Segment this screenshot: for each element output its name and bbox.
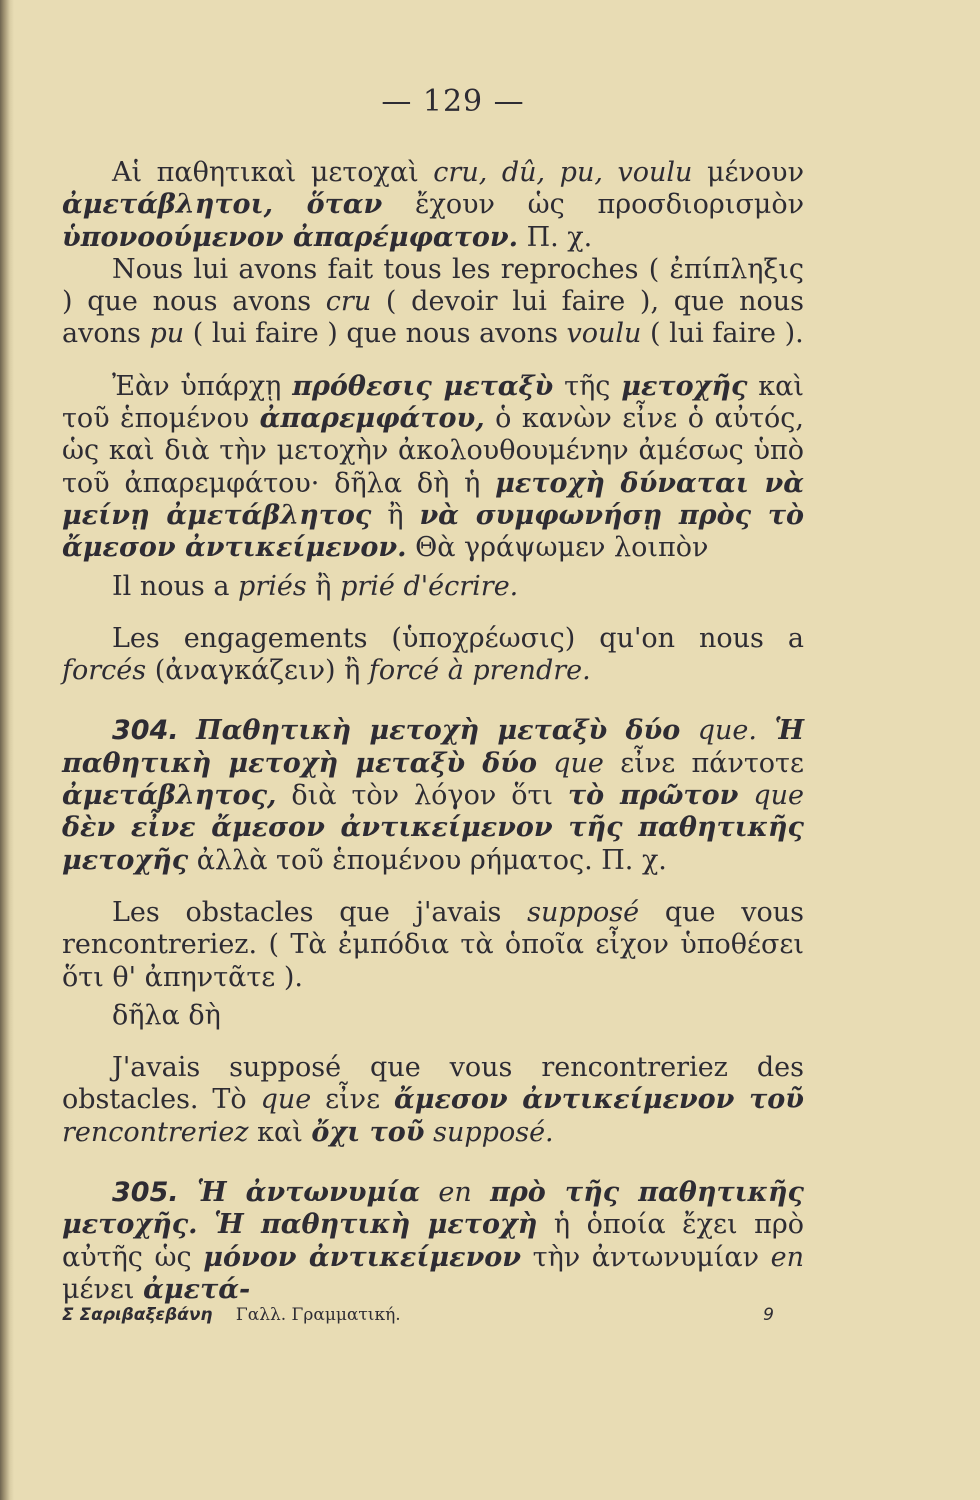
section-number: 305. [112,1177,179,1209]
example-les-obstacles [62,897,804,994]
french-word: en [438,1177,472,1209]
text: que vous rencontreriez. ( Τὰ ἐμπόδια τὰ ὁποῖα εἶχον ὑποθέσει ὅτι θ' ἀπηντᾶτε ). [62,896,804,993]
text: εἶνε [311,1084,394,1116]
text: ἀλλὰ τοῦ ἑπομένου ρήματος. Π. χ. [188,844,667,876]
french-word: rencontreriez [62,1116,249,1148]
emphasis: ἀμετάβλητος, [62,780,277,812]
example-les-engagements [62,623,804,688]
section-heading: πρὸ τῆς παθητικῆς μετοχῆς. [62,1177,804,1241]
emphasis: ἄμεσον ἀντικείμενον τοῦ [393,1084,804,1116]
section-number: 304. [112,715,179,747]
text: μένουν [692,157,804,188]
emphasis: τὸ πρῶτον [568,780,739,812]
section-heading: Ἡ ἀντωνυμία [196,1177,421,1209]
text: ἢ [306,570,341,602]
french-words: cru, dû, pu, voulu [433,157,693,188]
text: τὴν ἀντωνυμίαν [521,1241,771,1273]
footer-title: Γαλλ. Γραμματική. [235,1305,401,1325]
text: ἢ [371,499,420,531]
emphasis: ὄχι τοῦ [311,1116,425,1148]
emphasis: ἀπαρεμφάτου, [259,403,485,435]
french-word: forcés [62,655,147,687]
text: Nous lui avons fait tous les reproches ( ἐπίπληξις ) que nous avons [62,253,804,318]
text: (ἀναγκάζειν) ἢ [146,655,369,687]
text: ἡ ὁποία ἔχει πρὸ αὐτῆς ὡς [62,1209,804,1273]
page-number: — 129 — [381,84,525,119]
page-body [62,84,804,1306]
text: ( lui faire ) que nous avons [184,318,567,350]
emphasis: ἀμετά- [143,1273,251,1305]
emphasis: πρόθεσις μεταξὺ [292,370,554,402]
text: Θὰ γράψωμεν λοιπὸν [406,532,709,564]
text: ἔχουν ὡς προσδιορισμὸν [382,189,805,221]
text: δῆλα δὴ [112,999,221,1031]
emphasis: Ἡ παθητικὴ μετοχὴ [214,1209,538,1241]
french-word: que [753,780,804,812]
french-word: forcé à prendre. [368,655,591,687]
footer-sheet-number: 9 [763,1305,774,1325]
french-word: que. [697,715,757,747]
footer-signature: Σ Σαριβαξεβάνη [62,1305,213,1325]
french-word: cru [325,286,372,318]
emphasis: μετοχὴ δύναται νὰ μείνῃ ἀμετάβλητος [62,467,804,531]
text: Ἐὰν ὑπάρχῃ [112,370,293,402]
text: ( devoir lui faire ), que nous avons [62,286,804,350]
paragraph-intro [62,157,804,254]
section-305 [62,1177,804,1306]
french-word: supposé [527,896,640,928]
text: μένει [62,1273,144,1305]
text: καὶ τοῦ ἑπομένου [62,370,804,435]
emphasis: ἀμετάβλητοι, ὅταν [62,189,383,221]
emphasis: μετοχῆς [621,370,748,402]
text: Les engagements (ὑποχρέωσις) qu'on nous a [112,622,804,654]
example-il-nous-a [62,571,804,603]
text: Αἱ παθητικαὶ μετοχαὶ [112,157,434,188]
section-heading: Παθητικὴ μετοχὴ μεταξὺ δύο [196,715,681,747]
french-word: prié d'écrire. [340,570,519,602]
example-nous-lui-avons [62,254,804,351]
emphasis: Ἡ παθητικὴ μετοχὴ μεταξὺ δύο [62,715,804,779]
french-word: pu [149,318,185,350]
page-footer [62,1305,804,1325]
paragraph-preposition-rule [62,371,804,565]
text: Les obstacles que j'avais [112,896,528,928]
text: τῆς [553,370,622,402]
text: καὶ [248,1116,312,1148]
text: ὁ κανὼν εἶνε ὁ αὐτός, ὡς καὶ διὰ τὴν μετοχὴν ἀκολουθουμένην ἀμέσως ὑπὸ τοῦ ἀπαρεμφάτου· δῆλα δὴ ἡ [62,403,804,499]
text: διὰ τὸν λόγον ὅτι [276,780,569,812]
example-javais-suppose [62,1052,804,1149]
french-word: que [260,1084,312,1116]
section-304 [62,715,804,876]
emphasis: δὲν εἶνε ἄμεσον ἀντικείμενον τῆς παθητικῆς μετοχῆς [62,812,804,876]
footer-signature-line [62,1305,401,1325]
french-word: supposé. [433,1116,554,1148]
french-word: en [770,1241,804,1273]
text: Il nous a [112,570,239,602]
emphasis: μόνον ἀντικείμενον [203,1241,522,1273]
text: J'avais supposé que vous rencontreriez des obstacles. Τὸ [62,1052,804,1116]
emphasis: νὰ συμφωνήσῃ πρὸς τὸ ἄμεσον ἀντικείμενον. [62,499,805,564]
text: εἶνε πάντοτε [603,747,804,779]
text: Π. χ. [518,221,593,253]
emphasis: ὑπονοούμενον ἀπαρέμφατον. [62,221,519,253]
book-spine-shadow [0,0,14,1500]
french-word: voulu [566,318,642,350]
paragraph-dila-di [62,1000,804,1032]
text: ( lui faire ). [641,318,804,350]
french-word: que [553,747,604,779]
french-word: priés [238,570,307,602]
